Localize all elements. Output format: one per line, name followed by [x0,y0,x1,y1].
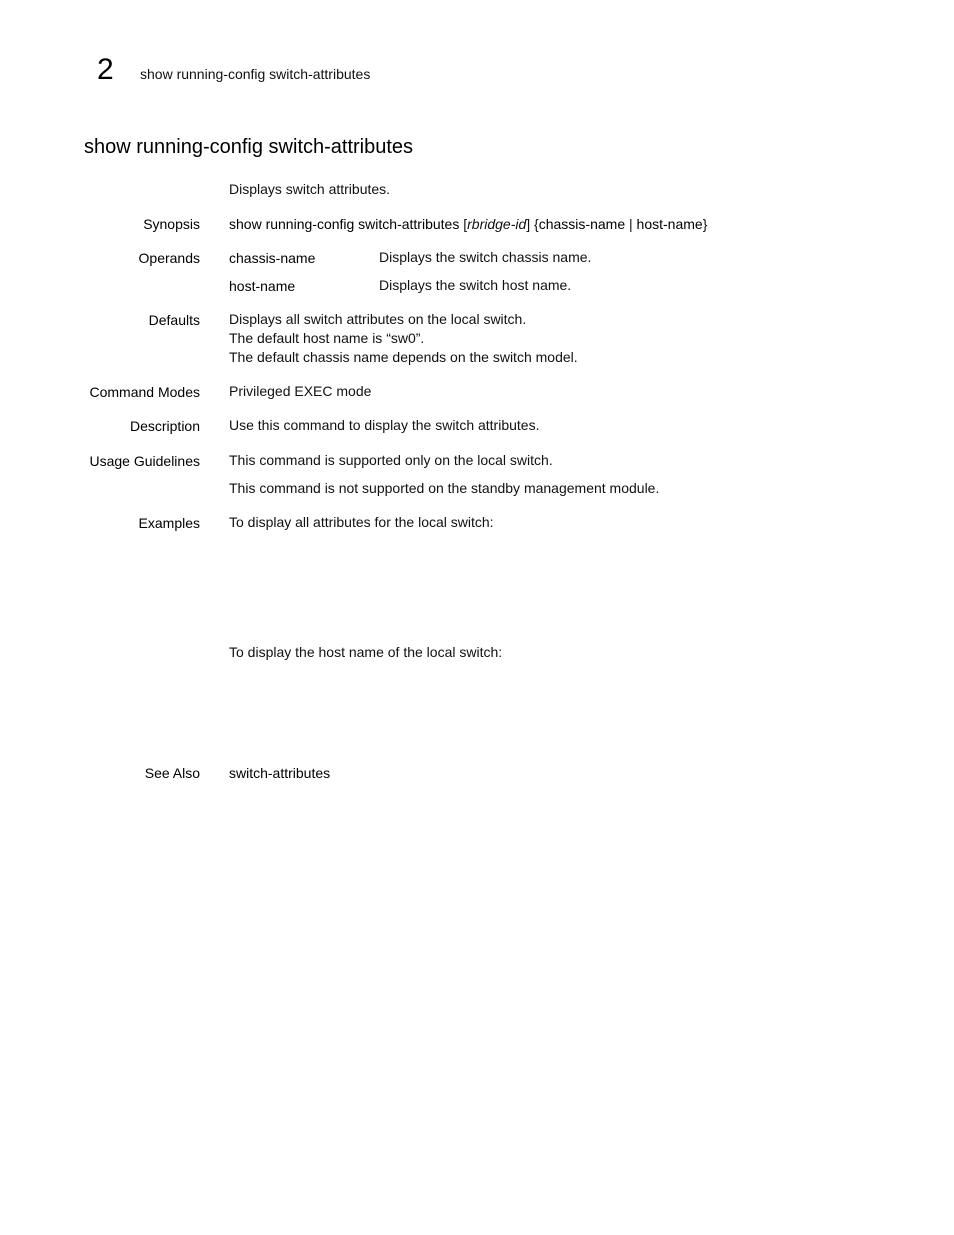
synopsis-command: show running-config switch-attributes [229,216,460,232]
synopsis-opt-host: host-name [636,216,703,232]
usage-guidelines-label: Usage Guidelines [89,453,200,469]
see-also-label: See Also [144,765,200,781]
see-also-link[interactable]: switch-attributes [229,765,331,781]
chapter-number: 2 [97,53,114,86]
defaults-text [229,310,578,367]
operand-term: chassis-name [229,250,316,266]
example-intro: To display the host name of the local switch: [229,644,503,660]
usage-guideline-line: This command is supported only on the local switch. [229,452,553,468]
operand-desc: Displays the switch host name. [379,277,572,293]
description-label: Description [129,418,200,434]
synopsis-pipe: | [625,216,637,232]
command-modes-text: Privileged EXEC mode [229,383,372,399]
synopsis-arg: rbridge-id [467,216,527,232]
examples-label: Examples [138,515,200,531]
synopsis-line [229,215,707,234]
defaults-line: The default chassis name depends on the switch model. [229,349,578,365]
running-header-title: show running-config switch-attributes [140,66,371,82]
operands-label: Operands [138,250,200,266]
defaults-line: Displays all switch attributes on the local switch. [229,311,527,327]
synopsis-opt-chassis: chassis-name [538,216,626,232]
page-title: show running-config switch-attributes [84,136,414,158]
example-intro: To display all attributes for the local switch: [229,514,494,530]
synopsis-brace-close: } [702,216,708,232]
defaults-line: The default host name is “sw0”. [229,330,425,346]
description-text: Use this command to display the switch attributes. [229,417,540,433]
synopsis-bracket-close: ] { [526,216,539,232]
synopsis-label: Synopsis [143,216,200,232]
operand-term: host-name [229,278,296,294]
command-modes-label: Command Modes [89,384,200,400]
usage-guideline-line: This command is not supported on the standby management module. [229,480,660,496]
synopsis-bracket-open: [ [459,216,468,232]
defaults-label: Defaults [148,312,200,328]
command-summary: Displays switch attributes. [229,181,391,197]
operand-desc: Displays the switch chassis name. [379,249,592,265]
